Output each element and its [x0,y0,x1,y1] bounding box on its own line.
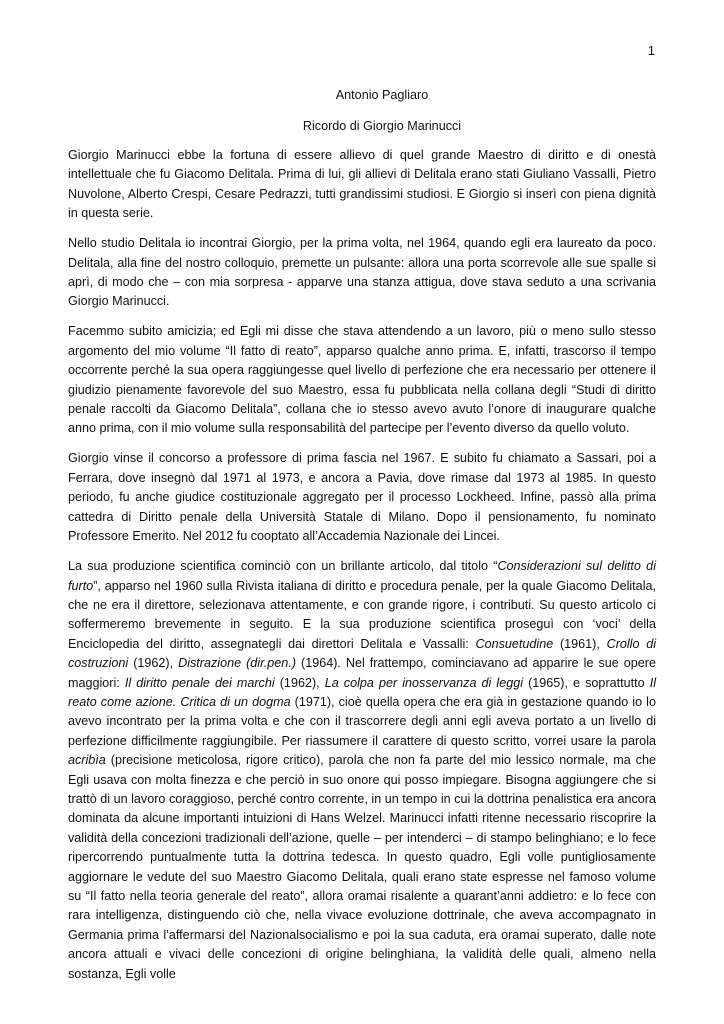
text-run: (1964). Nel frattempo, cominciavano ad apparire le sue opere maggiori: [68,656,656,690]
paragraph [68,322,656,438]
text-run: Giorgio vinse il concorso a professore di prima fascia nel 1967. E subito fu chiamato a Sassari, poi a Ferrara, dove insegnò dal 1971 al 1973, e ancora a Pavia, dove rimase dal 1973 al 1985. In questo periodo, fu anche giudice costituzionale aggregato per il processo Lockheed. Infine, passò alla prima cattedra di Diritto penale della Università Statale di Milano. Dopo il pensionamento, fu nominato Professore Emerito. Nel 2012 fu cooptato all’Accademia Nazionale dei Lincei. [68,451,656,544]
italic-text-run: Considerazioni sul delitto di furto [68,559,656,593]
italic-text-run: Il reato come azione. Critica di un dogma [68,675,657,709]
paragraph [68,449,656,546]
text-run: ”, apparso nel 1960 sulla Rivista italiana di diritto e procedura penale, per la quale Giacomo Delitala, che ne era il direttore, selezionava attentamente, e con grande rigore, i contributi. Su questo articolo ci soffermeremo brevemente in seguito. E la sua produzione scientifica proseguì con ‘voci’ della Enciclopedia del diritto, assegnategli dai direttori Delitala e Vassalli: [68,578,656,651]
text-run: (1962), [128,656,179,671]
italic-text-run: acribìa [68,753,106,768]
text-run: Giorgio Marinucci ebbe la fortuna di essere allievo di quel grande Maestro di diritto e di onestà intellettuale che fu Giacomo Delitala. Prima di lui, gli allievi di Delitala erano stati Giuliano Vassalli, Pietro Nuvolone, Alberto Crespi, Cesare Pedrazzi, tutti grandissimi studiosi. E Giorgio si inserì con piena dignità in questa serie. [68,148,656,221]
paragraph [68,234,656,312]
document-title: Ricordo di Giorgio Marinucci [302,119,462,133]
text-run: (1965), e soprattutto [523,675,650,690]
italic-text-run: Crollo di costruzioni [68,636,657,671]
text-run: (precisione meticolosa, rigore critico), parola che non fa parte del mio lessico normale, ma che Egli usava con molta finezza e che perciò in suo onore qui posso impiegare. Bisogna aggiungere che si trattò di un lavoro coraggioso, perché contro corrente, in un tempo in cui la dottrina penalistica era ancora dominata da alcune importanti intuizioni di Hans Welzel. Marinucci infatti ritenne necessario riscoprire la validità della concezioni tradizionali dell’azione, quelle – per intenderci – di stampo belinghiano; e lo fece ripercorrendo puntualmente tutta la dottrina tedesca. In questo quadro, Egli volle puntigliosamente aggiornare le vedute del suo Maestro Giacomo Delitala, quali erano state espresse nel famoso volume su “Il fatto nella teoria generale del reato”, allora oramai risalente a quarant’anni addietro: e lo fece con rara intelligenza, distinguendo ciò che, nella vivace evoluzione dottrinale, che aveva accompagnato in Germania prima l’affermarsi del Nazionalsocialismo e poi la sua caduta, era oramai superato, dalle note ancora attuali e vivaci delle concezioni di origine belinghiana, la validità delle quali, almeno nella sostanza, Egli volle [68,753,656,981]
text-run: Facemmo subito amicizia; ed Egli mi disse che stava attendendo a un lavoro, più o meno sullo stesso argomento del mio volume “Il fatto di reato”, apparso qualche anno prima. E, infatti, trascorso il tempo occorrente perché la sua opera raggiungesse quel livello di perfezione che era necessario per ottenere il giudizio pienamente favorevole del suo Maestro, essa fu pubblicata nella collana degli “Studi di diritto penale raccolti da Giacomo Delitala”, collana che io stesso avevo avuto l’onore di inaugurare qualche anno prima, con il mio volume sulla responsabilità del partecipe per l’evento diverso da quello voluto. [68,324,656,436]
page-number: 1 [647,43,655,58]
text-run: (1961), [553,636,607,651]
text-run: Nello studio Delitala io incontrai Giorgio, per la prima volta, nel 1964, quando egli era laureato da poco. Delitala, alla fine del nostro colloquio, premette un pulsante: allora una porta scorrevole alle sue spalle si aprì, di modo che – con mia sorpresa - apparve una stanza attigua, dove stava seduto a una scrivania Giorgio Marinucci. [68,236,656,309]
italic-text-run: La colpa per inosservanza di leggi [324,675,524,690]
italic-text-run: Consuetudine [475,636,554,651]
author-name: Antonio Pagliaro [335,88,429,102]
document-body [68,146,656,995]
text-run: (1971), cioè quella opera che era già in gestazione quando io lo avevo incontrato per la prima volta e che con il trascorrere degli anni egli aveva portato a un livello di perfezione difficilmente raggiungibile. Per riassumere il carattere di questo scritto, vorrei usare la parola [68,694,656,748]
italic-text-run: Il diritto penale dei marchi [124,675,275,690]
italic-text-run: Distrazione (dir.pen.) [178,656,297,671]
text-run: La sua produzione scientifica cominciò con un brillante articolo, dal titolo “ [68,559,498,574]
paragraph [68,146,656,224]
paragraph [68,557,656,984]
text-run: (1962), [274,675,325,690]
